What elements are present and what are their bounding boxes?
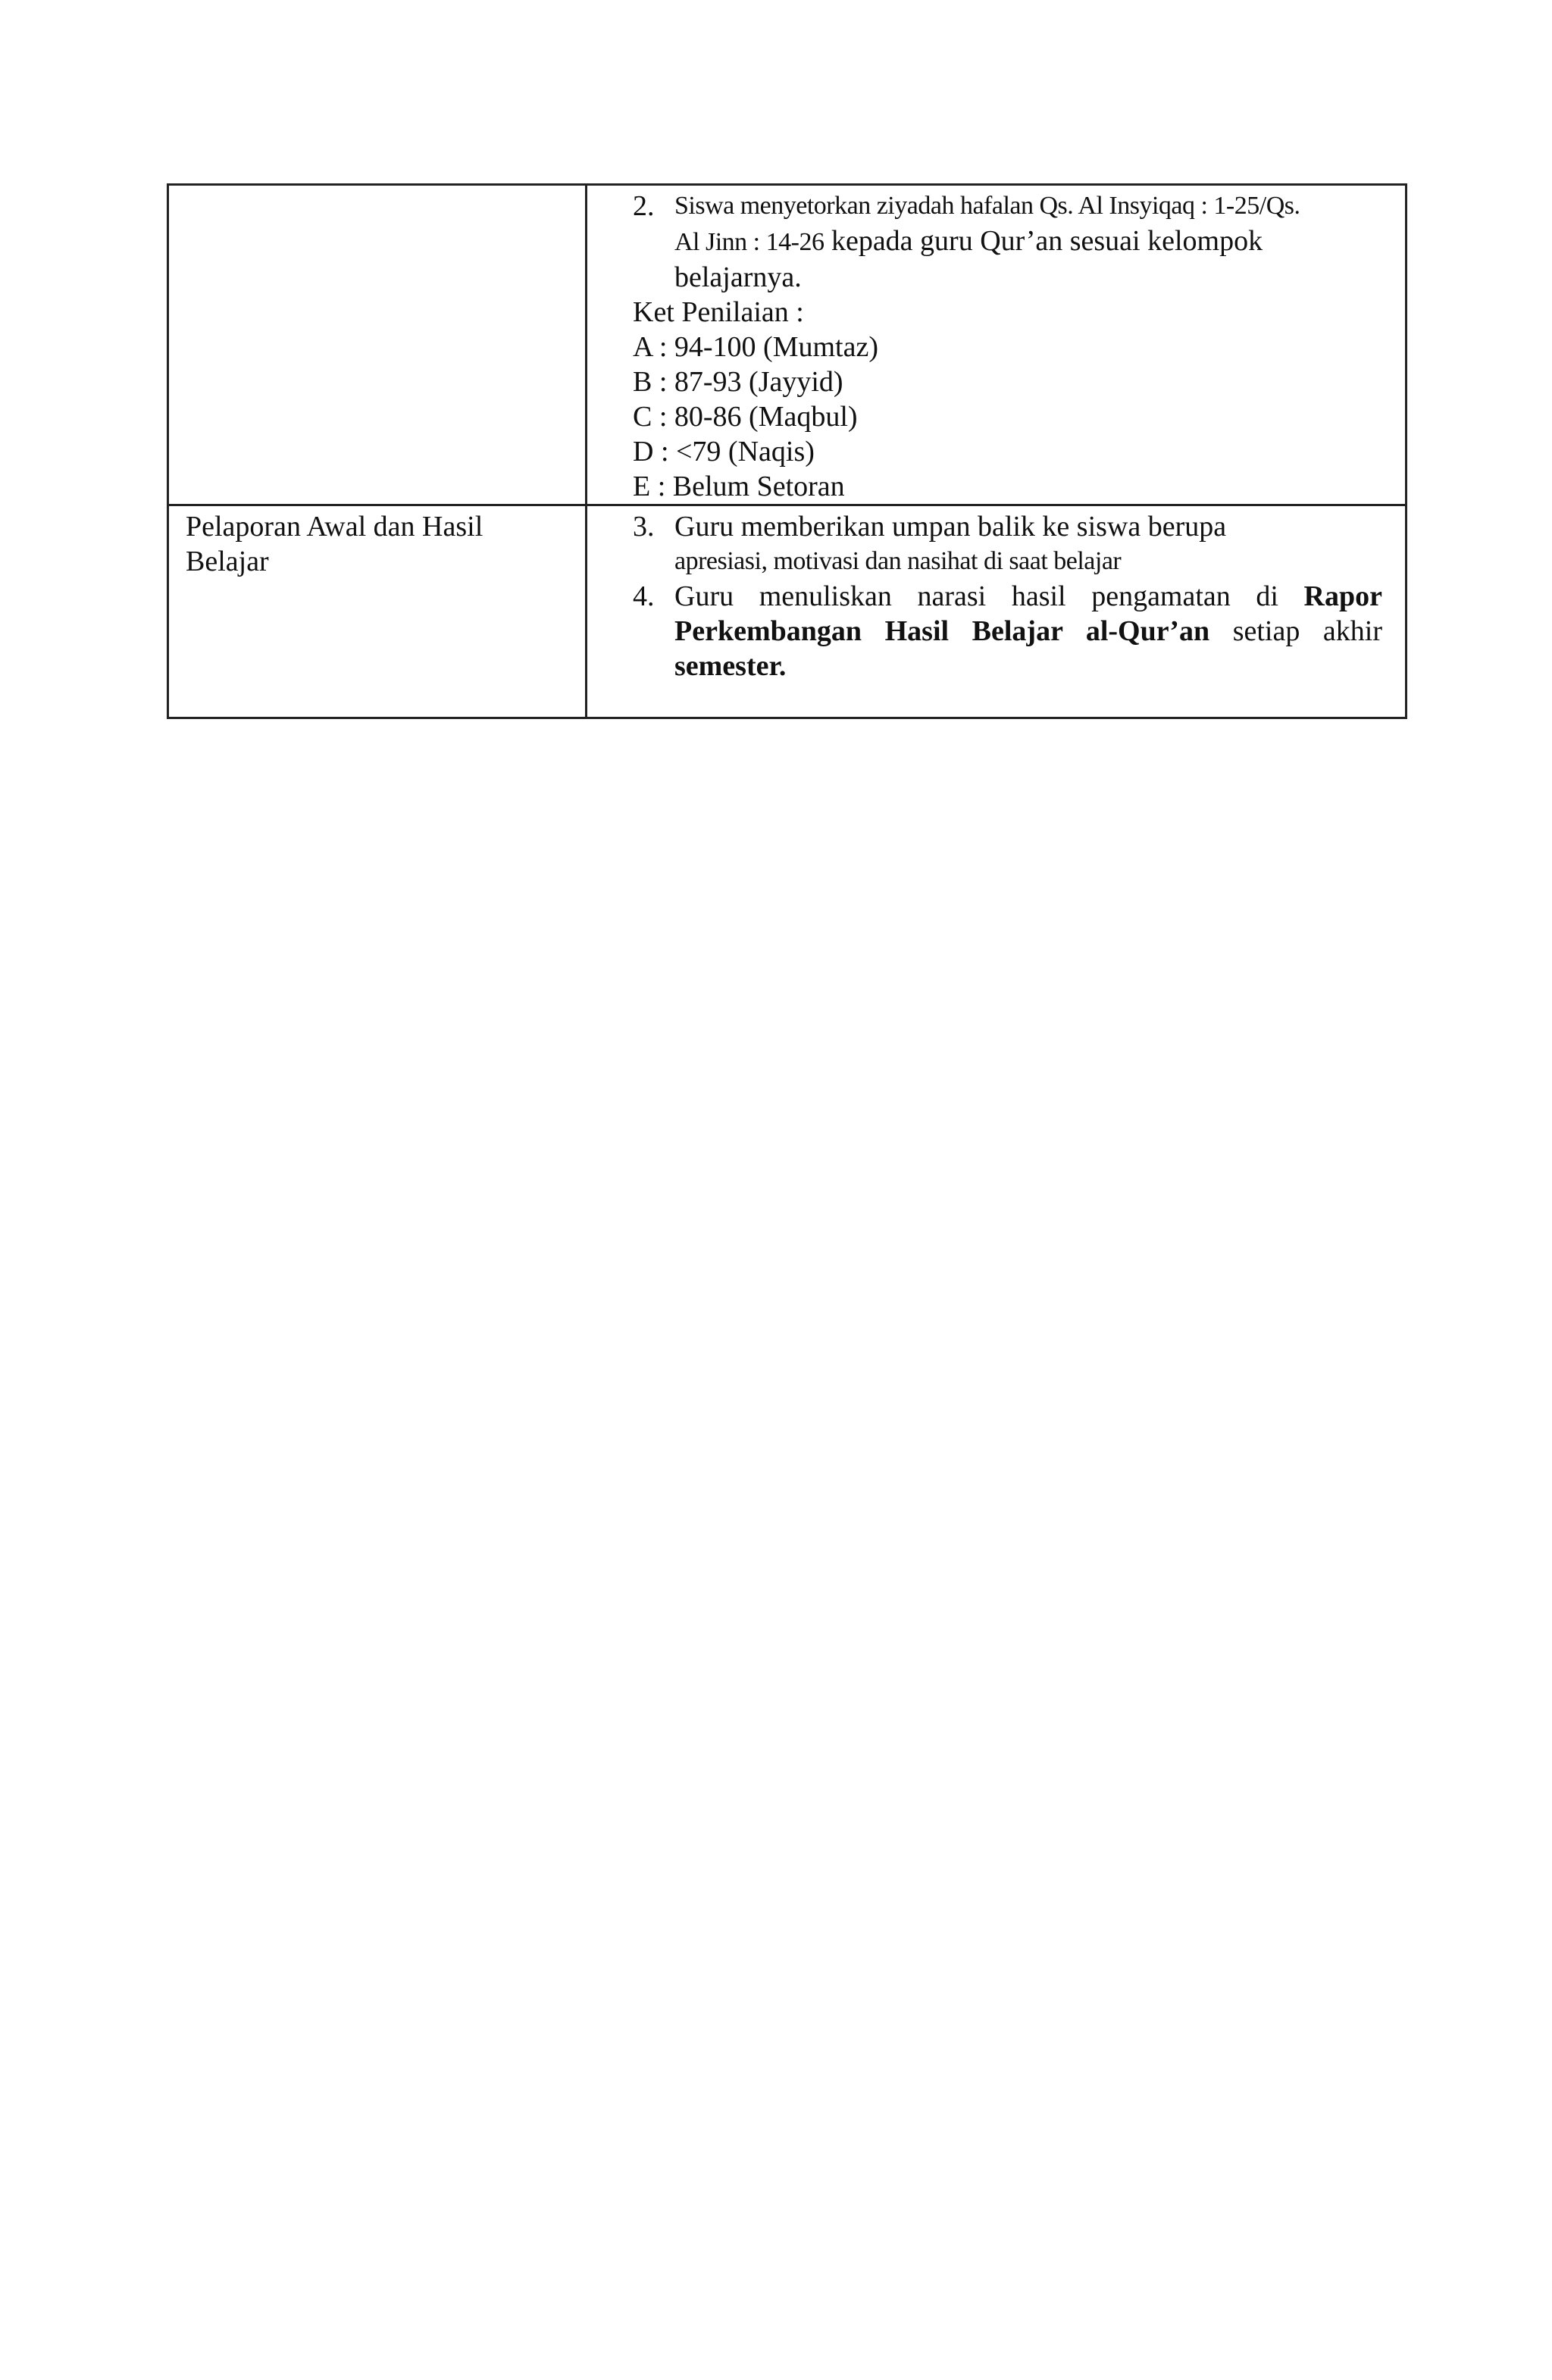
item-line: belajarnya.: [674, 261, 802, 293]
item-text: setiap akhir: [1209, 615, 1382, 647]
ket-penilaian-label: Ket Penilaian :: [633, 296, 804, 328]
item-line-part: kepada guru Qur’an sesuai kelompok: [824, 225, 1263, 257]
item-line: Siswa menyetorkan ziyadah hafalan Qs. Al Insyiqaq : 1-25/Qs.: [674, 192, 1300, 220]
grade-item: C : 80-86 (Maqbul): [633, 401, 858, 433]
list-number: 4.: [633, 580, 655, 612]
grade-item: D : <79 (Naqis): [633, 436, 815, 468]
grade-list: [633, 330, 1382, 504]
assessment-table: [167, 183, 1407, 719]
cell-content: [587, 506, 1405, 683]
table-row: [168, 185, 1406, 505]
grade-item: A : 94-100 (Mumtaz): [633, 331, 879, 363]
grade-item: E : Belum Setoran: [633, 471, 845, 502]
table-cell-left: [168, 505, 587, 718]
cell-text: [169, 186, 585, 189]
list-number: 3.: [633, 511, 655, 543]
table-cell-right: [587, 185, 1406, 505]
item-text: Guru menuliskan narasi hasil pengamatan di: [674, 580, 1304, 612]
item-line: Guru memberikan umpan balik ke siswa berupa: [674, 511, 1227, 543]
item-text-bold: Rapor Perkembangan Hasil Belajar al-Qur’an: [674, 580, 1382, 647]
list-item-3: [633, 509, 1382, 579]
item-line-part: Al Jinn : 14-26: [674, 228, 824, 256]
section-label: Pelaporan Awal dan Hasil Belajar: [186, 511, 483, 577]
grade-item: B : 87-93 (Jayyid): [633, 366, 843, 398]
item-line: apresiasi, motivasi dan nasihat di saat belajar: [674, 547, 1122, 575]
table-row: [168, 505, 1406, 718]
list-item-4: [633, 579, 1382, 683]
list-number: 2.: [633, 190, 655, 222]
list-item-2: [633, 189, 1382, 295]
table-cell-left: [168, 185, 587, 505]
item-line: [674, 224, 1382, 260]
table-cell-right: [587, 505, 1406, 718]
item-text-bold: semester.: [674, 650, 787, 682]
cell-content: [587, 186, 1405, 504]
